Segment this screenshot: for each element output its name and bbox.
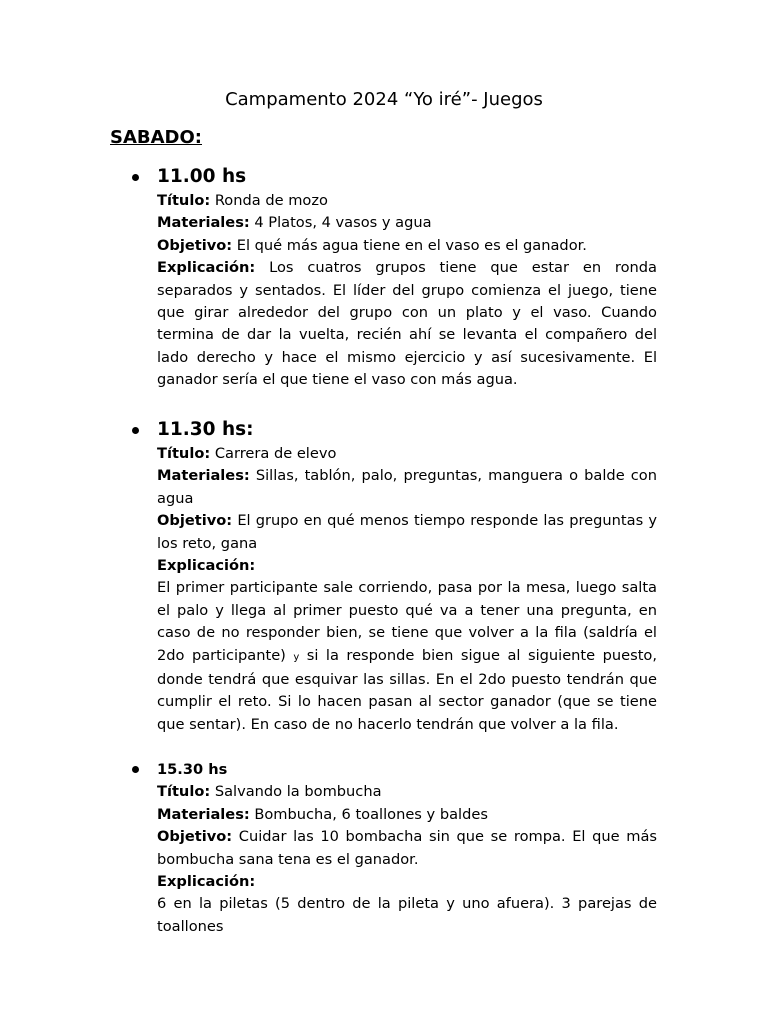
materiales-label: Materiales: xyxy=(157,805,250,823)
materiales-value: Sillas, tablón, palo, preguntas, manguera o balde con agua xyxy=(157,467,657,507)
activity-item xyxy=(157,759,657,938)
objetivo-value: Cuidar las 10 bombacha sin que se rompa. El que más bombucha sana tena es el ganador. xyxy=(157,828,657,868)
bullet-icon xyxy=(132,766,139,773)
titulo-value: Carrera de elevo xyxy=(214,445,337,462)
document-title: Campamento 2024 “Yo iré”- Juegos xyxy=(225,89,543,110)
materiales-line xyxy=(157,804,657,826)
explicacion-value: Los cuatros grupos tiene que estar en ronda separados y sentados. El líder del grupo comienza el juego, tiene que girar alrededor del grupo con un plato y el vaso. Cuando termina de dar la vuelta, recién ahí se levanta el compañero del lado derecho y hace el mismo ejercicio y así sucesivamente. El ganador sería el que tiene el vaso con más agua. xyxy=(157,259,657,389)
explicacion-label: Explicación: xyxy=(157,873,256,891)
activity-time: 11.00 hs xyxy=(157,166,247,187)
explicacion-text-small: y xyxy=(293,651,300,663)
titulo-label: Título: xyxy=(157,783,211,801)
materiales-line xyxy=(157,465,657,510)
titulo-value: Ronda de mozo xyxy=(214,192,328,209)
objetivo-label: Objetivo: xyxy=(157,512,233,530)
explicacion-text-part1: El primer participante sale corriendo, pasa por la mesa, luego salta el palo y llega al primer puesto qué va a tener una pregunta, en caso de no responder bien, se tiene que volver a la fila (saldría el 2do participante) xyxy=(157,579,657,664)
activity-time: 15.30 hs xyxy=(157,761,228,778)
objetivo-value: El grupo en qué menos tiempo responde las preguntas y los reto, gana xyxy=(157,512,658,552)
activity-time: 11.30 hs: xyxy=(157,419,254,440)
titulo-label: Título: xyxy=(157,192,211,209)
bullet-icon xyxy=(132,427,139,434)
activity-item xyxy=(157,165,657,392)
materiales-label: Materiales: xyxy=(157,214,250,232)
explicacion-label: Explicación: xyxy=(157,557,256,575)
explicacion-text-part2: si la responde bien sigue al siguiente puesto, donde tendrá que esquivar las sillas. En el 2do puesto tendrán que cumplir el reto. Si lo hacen pasan al sector ganador (que se tiene que sentar). En caso de no hacerlo tendrán que volver a la fila. xyxy=(157,646,657,733)
materiales-value: Bombucha, 6 toallones y baldes xyxy=(254,805,488,823)
explicacion-label: Explicación: xyxy=(157,259,256,277)
titulo-line xyxy=(157,781,657,803)
activity-item xyxy=(157,418,657,736)
titulo-line xyxy=(157,443,657,465)
explicacion-value xyxy=(157,577,657,736)
day-heading: SABADO: xyxy=(110,127,202,148)
titulo-label: Título: xyxy=(157,445,211,462)
materiales-value: 4 Platos, 4 vasos y agua xyxy=(254,214,432,232)
materiales-line xyxy=(157,212,657,234)
bullet-icon xyxy=(132,174,139,181)
objetivo-line xyxy=(157,826,657,871)
explicacion-value: 6 en la piletas (5 dentro de la pileta y uno afuera). 3 parejas de toallones xyxy=(157,895,657,935)
titulo-value: Salvando la bombucha xyxy=(214,783,382,801)
titulo-line xyxy=(157,190,657,212)
objetivo-label: Objetivo: xyxy=(157,828,233,846)
materiales-label: Materiales: xyxy=(157,467,250,485)
objetivo-line xyxy=(157,510,657,555)
objetivo-label: Objetivo: xyxy=(157,236,233,254)
objetivo-line xyxy=(157,235,657,257)
explicacion-line xyxy=(157,257,657,391)
objetivo-value: El qué más agua tiene en el vaso es el ganador. xyxy=(236,236,587,254)
